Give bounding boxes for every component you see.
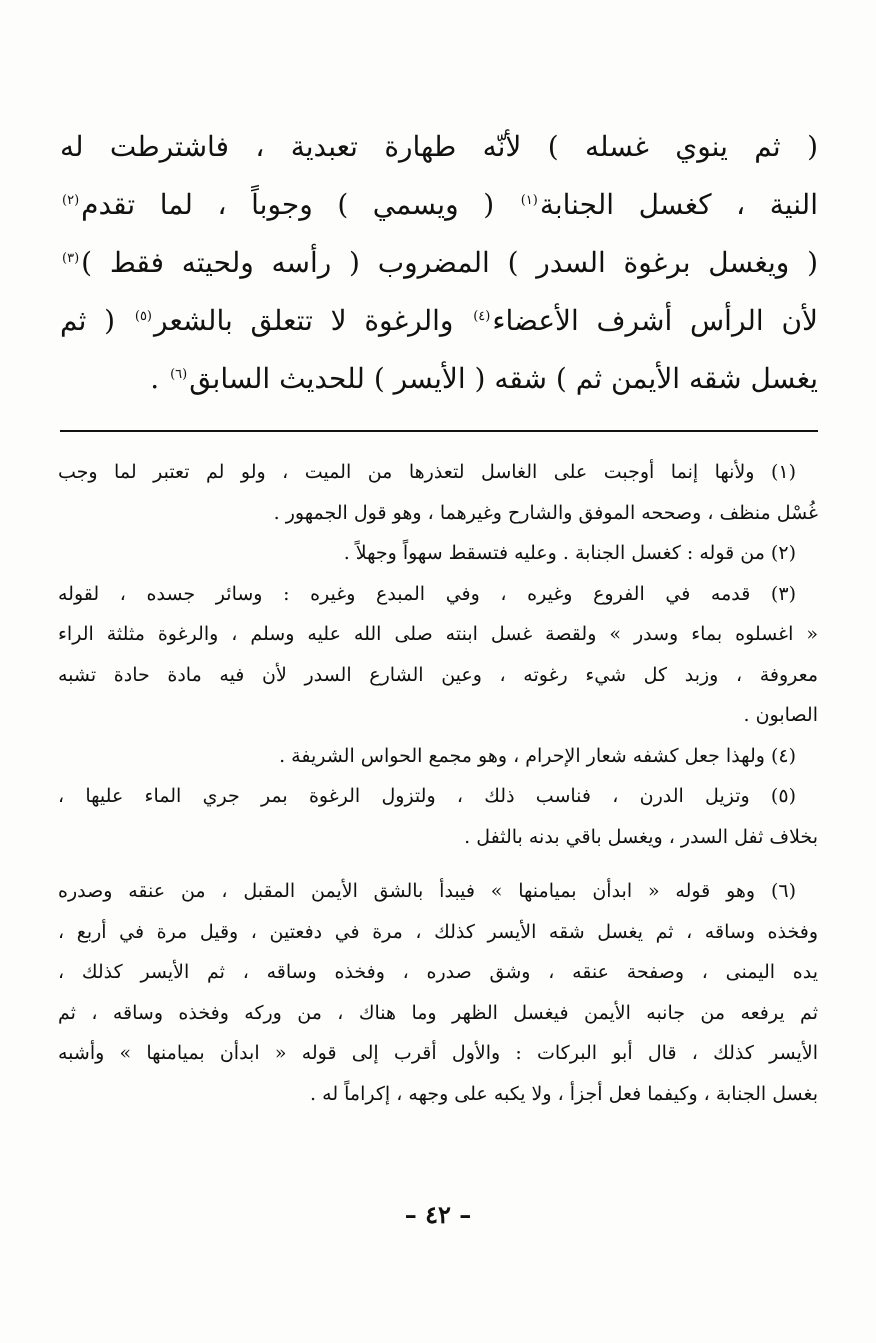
footnote-marker: (٤) <box>473 308 491 324</box>
main-line: ( ويغسل برغوة السدر ) المضروب ( رأسه ولحيته فقط )$^{(٣)}$ <box>62 246 818 279</box>
footnote-line: (١) ولأنها إنما أوجبت على الغاسل لتعذرها من الميت ، ولو لم تعتبر لما وجب <box>58 461 796 483</box>
footnote-line: وفخذه وساقه ، ثم يغسل شقه الأيسر كذلك ، مرة في دفعتين ، وقيل مرة في أربع ، <box>58 920 818 943</box>
footnote-marker: (٥) <box>134 308 152 324</box>
footnote-3 <box>58 574 818 736</box>
footnote-line: (٤) ولهذا جعل كشفه شعار الإحرام ، وهو مجمع الحواس الشريفة . <box>279 744 796 767</box>
footnote-4 <box>58 736 818 777</box>
footnote-6 <box>58 871 818 1114</box>
footnote-separator <box>60 430 818 432</box>
main-line: النية ، كغسل الجنابة$^{(١)}$ ( ويسمي ) وجوباً ، لما تقدم$^{(٢)}$ <box>62 188 818 221</box>
footnote-5 <box>58 776 818 857</box>
main-line: ( ثم ينوي غسله ) لأنّه طهارة تعبدية ، فاشترطت له <box>60 130 818 163</box>
footnote-2 <box>58 533 818 574</box>
footnote-line: معروفة ، وزبد كل شيء رغوته ، وعين الشارع السدر لأن فيه مادة حادة تشبه <box>58 663 818 686</box>
main-line: يغسل شقه الأيمن ثم ) شقه ( الأيسر ) للحديث السابق$^{(٦)}$ . <box>150 362 818 395</box>
main-line: لأن الرأس أشرف الأعضاء$^{(٤)}$ والرغوة لا تتعلق بالشعر$^{(٥)}$ ( ثم <box>60 304 818 337</box>
footnote-line: بخلاف ثفل السدر ، ويغسل باقي بدنه بالثفل . <box>464 825 818 848</box>
spacer <box>58 857 818 871</box>
footnote-line: (٥) وتزيل الدرن ، فناسب ذلك ، ولتزول الرغوة بمر جري الماء عليها ، <box>58 785 796 807</box>
footnote-line: يده اليمنى ، وصفحة عنقه ، وشق صدره ، وفخذه وساقه ، ثم الأيسر كذلك ، <box>58 961 818 983</box>
footnote-1 <box>58 452 818 533</box>
footnote-marker: (٣) <box>62 250 80 266</box>
footnote-line: غُسْل منظف ، وصححه الموفق والشارح وغيرهما ، وهو قول الجمهور . <box>273 501 818 524</box>
footnote-marker: (٦) <box>170 366 188 382</box>
page-number: – ٤٢ – <box>404 1200 472 1229</box>
footnote-line: ثم يرفعه من جانبه الأيمن فيغسل الظهر وما هناك ، من وركه وفخذه وساقه ، ثم <box>58 1001 818 1024</box>
footnote-marker: (٢) <box>62 192 80 208</box>
footnote-line: الأيسر كذلك ، قال أبو البركات : والأول أقرب إلى قوله « ابدأن بميامنها » وأشبه <box>58 1042 818 1064</box>
footnote-line: الصابون . <box>743 704 818 726</box>
footnote-line: بغسل الجنابة ، وكيفما فعل أجزأ ، ولا يكبه على وجهه ، إكراماً له . <box>310 1082 818 1105</box>
footnotes <box>58 452 818 1114</box>
footnote-line: (٣) قدمه في الفروع وغيره ، وفي المبدع وغيره : وسائر جسده ، لقوله <box>58 582 796 605</box>
footnote-line: « اغسلوه بماء وسدر » ولقصة غسل ابنته صلى الله عليه وسلم ، والرغوة مثلثة الراء <box>58 623 818 645</box>
footnote-line: (٦) وهو قوله « ابدأن بميامنها » فيبدأ بالشق الأيمن المقبل ، من عنقه وصدره <box>58 880 796 902</box>
footnote-marker: (١) <box>520 192 538 208</box>
footnote-line: (٢) من قوله : كغسل الجنابة . وعليه فتسقط سهواً وجهلاً . <box>343 542 796 564</box>
main-text <box>60 118 818 408</box>
